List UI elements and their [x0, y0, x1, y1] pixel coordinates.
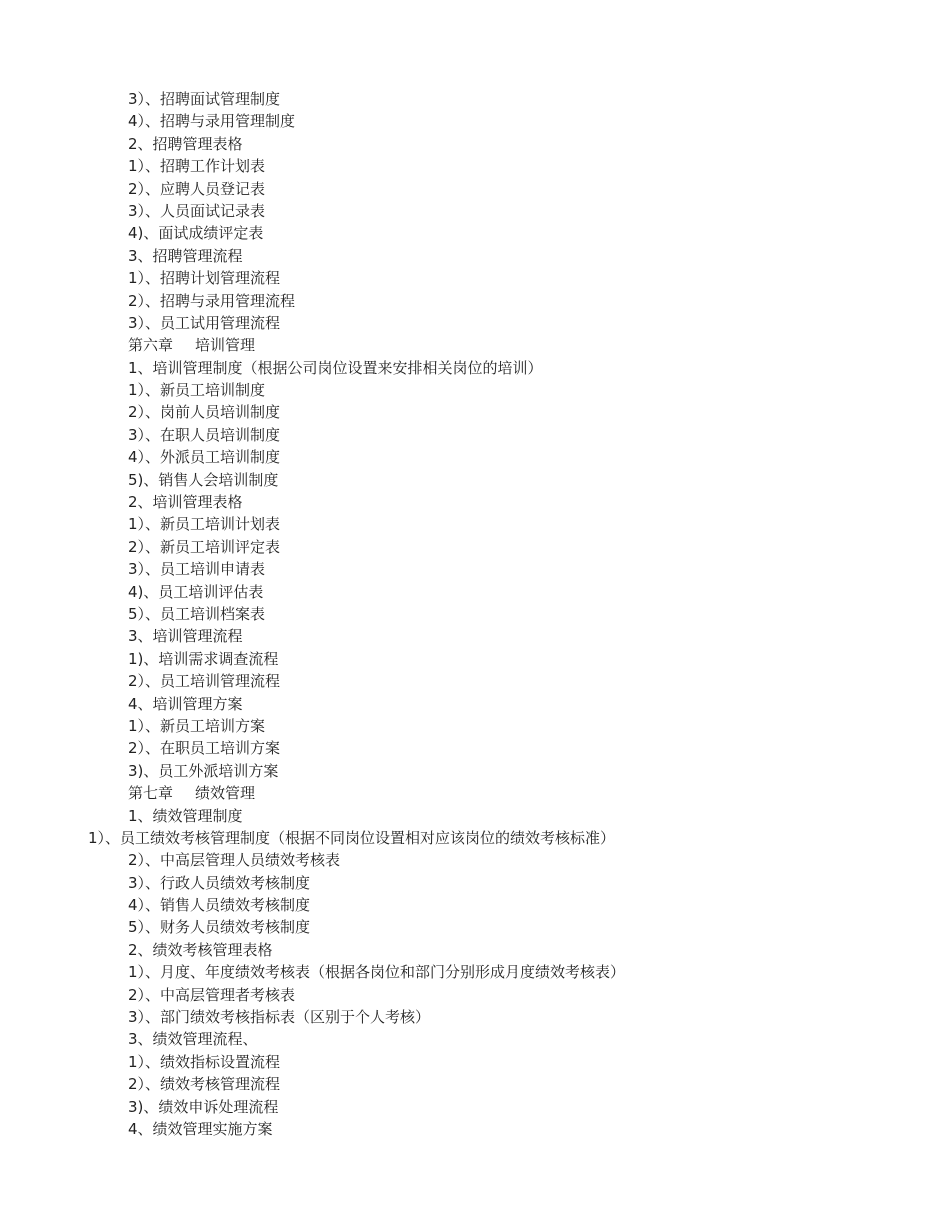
outline-item: 4）、销售人员绩效考核制度 — [128, 896, 311, 915]
outline-item: 2）、招聘与录用管理流程 — [128, 291, 296, 310]
outline-item: 2）、员工培训管理流程 — [128, 672, 281, 691]
outline-item: 1、绩效管理制度 — [128, 806, 243, 825]
outline-item: 2、绩效考核管理表格 — [128, 940, 273, 959]
chapter-heading — [0, 334, 950, 356]
chapter-title: 培训管理 — [195, 336, 256, 355]
outline-item: 1)、培训需求调查流程 — [128, 649, 279, 668]
outline-item: 3）、人员面试记录表 — [128, 201, 266, 220]
outline-item: 2、培训管理表格 — [128, 493, 243, 512]
outline-item: 2）、中高层管理人员绩效考核表 — [128, 851, 341, 870]
outline-item: 3）、部门绩效考核指标表（区别于个人考核） — [128, 1008, 431, 1027]
outline-item: 1）、招聘计划管理流程 — [128, 269, 281, 288]
outline-item: 4)、面试成绩评定表 — [128, 224, 264, 243]
outline-item: 1）、绩效指标设置流程 — [128, 1052, 281, 1071]
outline-item: 3、培训管理流程 — [128, 627, 243, 646]
outline-item: 4、绩效管理实施方案 — [128, 1119, 273, 1138]
outline-item: 2）、应聘人员登记表 — [128, 179, 266, 198]
outline-item: 2、招聘管理表格 — [128, 134, 243, 153]
outline-item: 1、培训管理制度（根据公司岗位设置来安排相关岗位的培训） — [128, 358, 543, 377]
outline-item: 3）、行政人员绩效考核制度 — [128, 873, 311, 892]
outline-item: 1）、员工绩效考核管理制度（根据不同岗位设置相对应该岗位的绩效考核标准） — [88, 828, 616, 847]
outline-list — [0, 88, 950, 1140]
chapter-number: 第七章 — [128, 784, 174, 803]
chapter-heading — [0, 782, 950, 804]
outline-item: 2）、新员工培训评定表 — [128, 537, 281, 556]
outline-item: 3）、员工培训申请表 — [128, 560, 266, 579]
outline-item: 1）、新员工培训制度 — [128, 381, 266, 400]
outline-item: 4)、员工培训评估表 — [128, 582, 264, 601]
outline-item: 1）、招聘工作计划表 — [128, 157, 266, 176]
outline-item: 3、绩效管理流程、 — [128, 1030, 258, 1049]
outline-item: 2）、绩效考核管理流程 — [128, 1075, 281, 1094]
outline-item: 2）、岗前人员培训制度 — [128, 403, 281, 422]
outline-item: 3、招聘管理流程 — [128, 246, 243, 265]
outline-item: 2）、中高层管理者考核表 — [128, 985, 296, 1004]
outline-item: 1）、新员工培训方案 — [128, 716, 266, 735]
outline-item: 4）、外派员工培训制度 — [128, 448, 281, 467]
outline-item: 1）、月度、年度绩效考核表（根据各岗位和部门分别形成月度绩效考核表） — [128, 963, 626, 982]
outline-item: 5）、员工培训档案表 — [128, 604, 266, 623]
outline-item: 4）、招聘与录用管理制度 — [128, 112, 296, 131]
outline-item: 3）、员工试用管理流程 — [128, 313, 281, 332]
outline-item: 3）、在职人员培训制度 — [128, 425, 281, 444]
outline-item: 5）、财务人员绩效考核制度 — [128, 918, 311, 937]
outline-item: 2）、在职员工培训方案 — [128, 739, 281, 758]
outline-item: 3）、招聘面试管理制度 — [128, 90, 281, 108]
outline-item: 1）、新员工培训计划表 — [128, 515, 281, 534]
outline-item: 5)、销售人会培训制度 — [128, 470, 279, 489]
chapter-title: 绩效管理 — [195, 784, 256, 803]
outline-item: 4、培训管理方案 — [128, 694, 243, 713]
outline-item: 3)、绩效申诉处理流程 — [128, 1097, 279, 1116]
outline-item: 3)、员工外派培训方案 — [128, 761, 279, 780]
chapter-number: 第六章 — [128, 336, 174, 355]
